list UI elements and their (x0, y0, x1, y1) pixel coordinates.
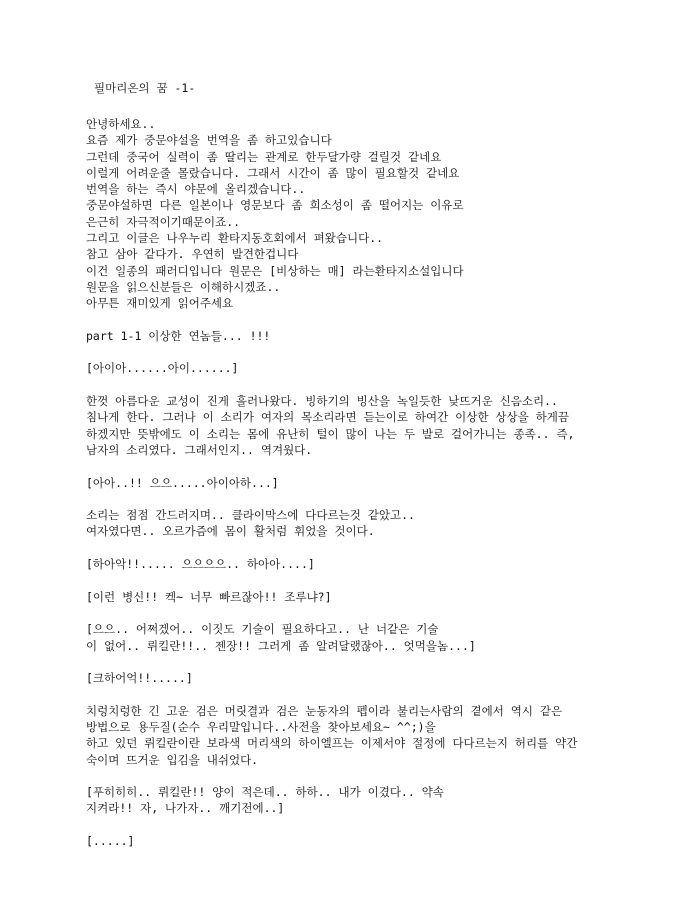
intro-line: 이럴게 어려운줄 몰랐습니다. 그래서 시간이 좀 많이 필요할것 같네요 (86, 165, 460, 180)
intro-paragraph (86, 116, 686, 312)
narration-paragraph (86, 393, 686, 458)
intro-line: 요즘 제가 중문야설을 번역을 좀 하고있습니다 (86, 133, 332, 148)
paragraph-line: 소리는 점점 간드러지며.. 클라이막스에 다다르는것 같았고.. (86, 508, 415, 523)
paragraph-line: 숙이며 뜨거운 입김을 내쉬었다. (86, 752, 259, 767)
intro-line: 아무튼 재미있게 읽어주세요 (86, 296, 234, 311)
narration-paragraph (86, 703, 686, 768)
paragraph-line: 하겠지만 뜻밖에도 이 소리는 몸에 유난히 털이 많이 나는 두 발로 걸어가니는 종족.. 즉, (86, 426, 575, 441)
paragraph-line: [아아..!! 으으.....아이아하...] (86, 475, 279, 490)
paragraph-line: [이런 병신!! 켁~ 너무 빠르잖아!! 조루냐?] (86, 589, 332, 604)
part-heading: part 1-1 이상한 연놈들... !!! (86, 328, 271, 343)
intro-line: 중문야설하면 다른 일본이나 영문보다 좀 희소성이 좀 떨어지는 이유로 (86, 198, 464, 213)
paragraph-line: [하아악!!..... 으으으으.. 하아아....] (86, 557, 315, 572)
paragraph-line: 이 없어.. 뤼킬란!!.. 젠장!! 그러게 좀 알려달랬잖아.. 엇먹을놈...] (86, 638, 476, 653)
paragraph-line: 침나게 한다. 그러나 이 소리가 여자의 목소리라면 듣는이로 하여간 이상한 상상을 하게끔 (86, 410, 570, 425)
dialogue-paragraph (86, 833, 686, 849)
paragraph-line: [크하어억!!.....] (86, 671, 193, 686)
paragraph-line: 지켜라!! 자, 나가자.. 깨기전에..] (86, 801, 285, 816)
paragraph-line: [으으.. 어쩌겠어.. 이짓도 기술이 필요하다고.. 난 너같은 기술 (86, 622, 439, 637)
dialogue-paragraph (86, 589, 686, 605)
dialogue-paragraph (86, 360, 686, 376)
intro-line: 이건 일종의 패러디입니다 원문은 [비상하는 매] 라는환타지소설입니다 (86, 263, 464, 278)
dialogue-paragraph (86, 670, 686, 686)
document-title: 필마리온의 꿈 -1- (94, 81, 196, 95)
paragraph-line: 치렁치렁한 긴 고운 검은 머릿결과 검은 눈동자의 펩이라 불리는사람의 곁에서 역시 같은 (86, 703, 563, 718)
intro-line: 번역을 하는 즉시 야문에 올리겠습니다.. (86, 182, 306, 197)
dialogue-paragraph (86, 784, 686, 817)
dialogue-paragraph (86, 556, 686, 572)
document-body (86, 116, 686, 849)
dialogue-paragraph (86, 475, 686, 491)
intro-line: 원문을 읽으신분들은 이해하시겠죠.. (86, 279, 281, 294)
paragraph-line: [푸히히히.. 뤼킬란!! 양이 적은데.. 하하.. 내가 이겼다.. 약속 (86, 785, 444, 800)
paragraph-line: 여자였다면.. 오르가즘에 몸이 활처럼 휘었을 것이다. (86, 524, 375, 539)
paragraph-line: [아이아......아이......] (86, 361, 239, 376)
paragraph-line: [.....] (86, 834, 135, 849)
paragraph-line: 하고 있던 뤼킬란이란 보라색 머리색의 하이엘프는 이제서야 절정에 다다르는지 허리를 약간 (86, 736, 578, 751)
narration-paragraph (86, 507, 686, 540)
paragraph-line: 남자의 소리였다. 그래서인지.. 역겨웠다. (86, 442, 313, 457)
intro-line: 은근히 자극적이기때문이죠.. (86, 214, 241, 229)
intro-line: 그리고 이글은 나우누리 환타지동호회에서 펴왔습니다.. (86, 231, 384, 246)
intro-line: 안녕하세요.. (86, 117, 156, 131)
intro-line: 그런데 중국어 실력이 좀 딸리는 관계로 한두달가량 걸릴것 같네요 (86, 149, 442, 164)
intro-line: 참고 삼아 같다가. 우연히 발견한겁니다 (86, 247, 299, 262)
dialogue-paragraph (86, 621, 686, 654)
paragraph-line: 방법으로 용두질(순수 우리말입니다..사전을 찾아보세요~ ^^;)을 (86, 719, 436, 734)
paragraph-line: 한껏 아름다운 교성이 진게 흘러나왔다. 빙하기의 빙산을 녹일듯한 낮뜨거운 신음소리.. (86, 394, 558, 409)
